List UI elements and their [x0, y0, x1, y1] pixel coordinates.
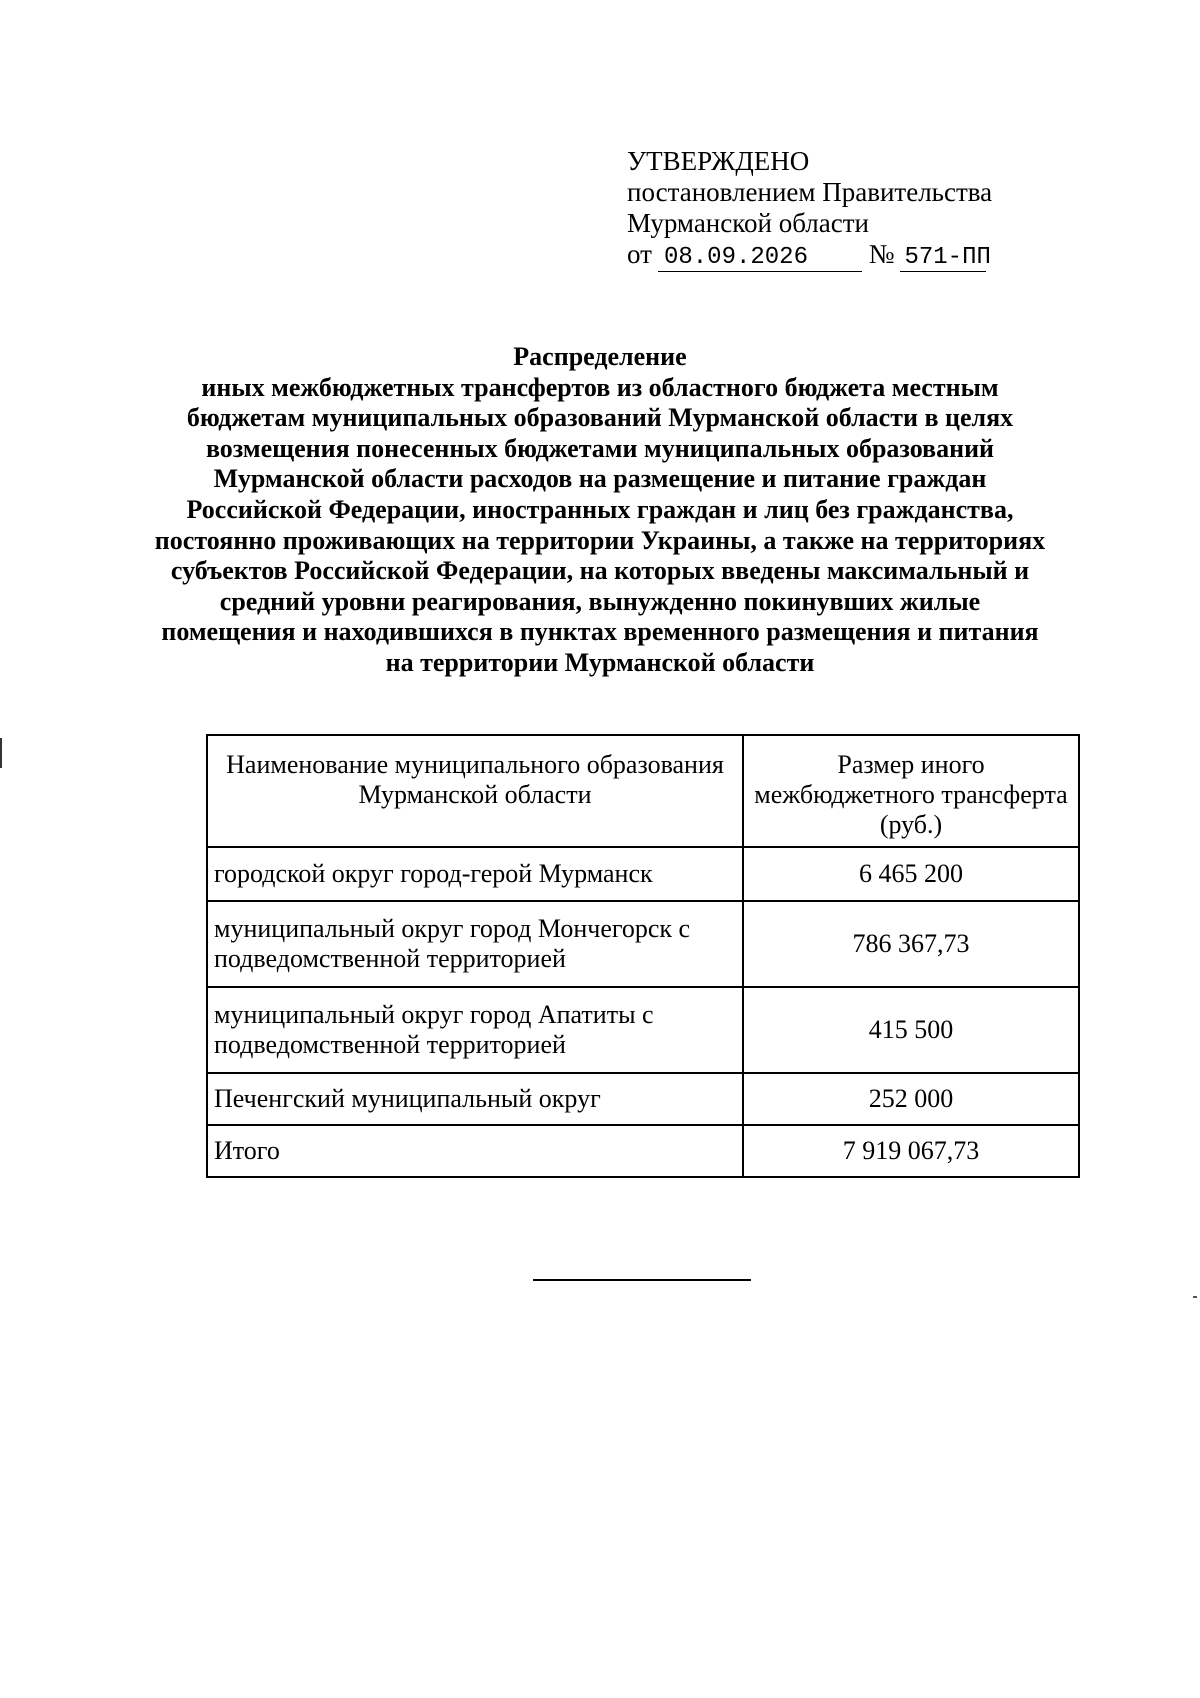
title-body: иных межбюджетных трансфертов из областного бюджета местным бюджетам муниципальных образований Мурманской области в целях возмещения понесенных бюджетами муниципальных образований Мурманской области расходов на размещение и питание граждан Российской Федерации, иностранных граждан и лиц без гражданства, постоянно проживающих на территории Украины, а также на территориях субъектов Российской Федерации, на которых введены максимальный и средний уровни реагирования, вынужденно покинувших жилые помещения и находившихся в пунктах временного размещения и питания на территории Мурманской области	[154, 372, 1046, 677]
table-row	[207, 847, 1079, 901]
transfer-amount: 252 000	[743, 1073, 1079, 1125]
transfer-amount: 6 465 200	[743, 847, 1079, 901]
scan-artifact-right	[1193, 1296, 1197, 1298]
municipality-name: муниципальный округ город Апатиты с подведомственной территорией	[207, 987, 743, 1073]
table-total-row	[207, 1125, 1079, 1177]
total-label: Итого	[207, 1125, 743, 1177]
table-header-row	[207, 735, 1079, 847]
municipality-name: городской округ город-герой Мурманск	[207, 847, 743, 901]
title-heading: Распределение	[513, 342, 687, 371]
approval-block	[627, 146, 992, 272]
approval-number: 571-ПП	[900, 245, 986, 272]
table-row	[207, 901, 1079, 987]
transfer-amount: 786 367,73	[743, 901, 1079, 987]
date-prefix: от	[627, 239, 652, 269]
number-sign: №	[868, 239, 895, 269]
total-amount: 7 919 067,73	[743, 1125, 1079, 1177]
municipality-name: Печенгский муниципальный округ	[207, 1073, 743, 1125]
scan-artifact-left	[0, 738, 2, 768]
municipality-name: муниципальный округ город Мончегорск с подведомственной территорией	[207, 901, 743, 987]
approval-date: 08.09.2026	[658, 245, 862, 272]
transfer-amount: 415 500	[743, 987, 1079, 1073]
document-title	[150, 342, 1050, 679]
table-row	[207, 987, 1079, 1073]
approval-line-2: Мурманской области	[627, 208, 869, 238]
approval-stamp: УТВЕРЖДЕНО	[627, 146, 810, 176]
header-amount: Размер иного межбюджетного трансферта (руб.)	[743, 735, 1079, 847]
distribution-table	[206, 734, 1080, 1178]
header-municipality: Наименование муниципального образования Мурманской области	[207, 735, 743, 847]
table-row	[207, 1073, 1079, 1125]
approval-date-line	[627, 239, 992, 272]
end-divider	[533, 1279, 751, 1281]
approval-line-1: постановлением Правительства	[627, 177, 993, 207]
